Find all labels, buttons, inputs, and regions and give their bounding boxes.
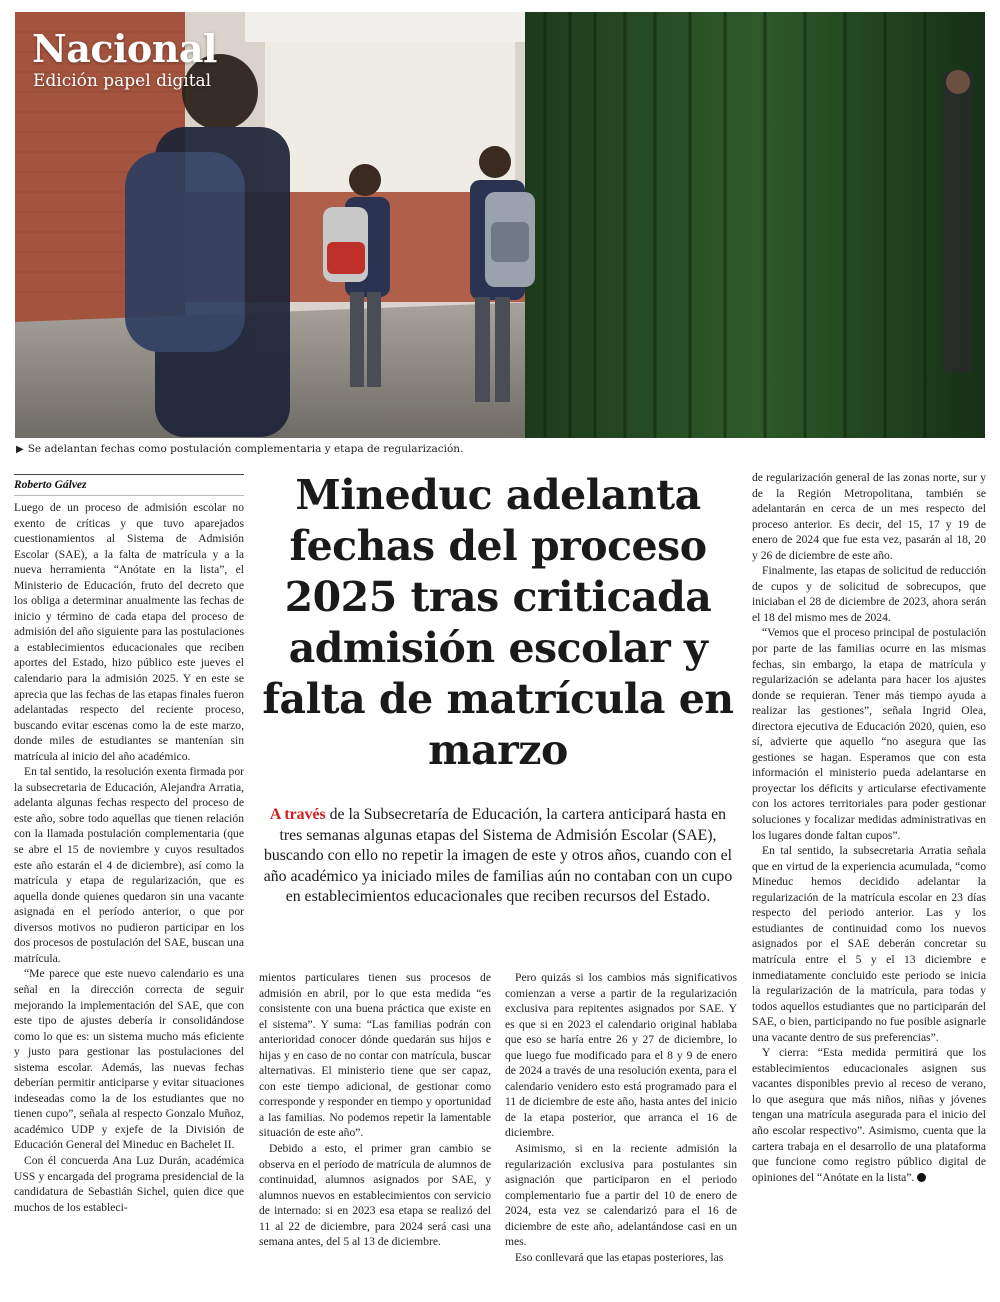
photo-caption bbox=[16, 443, 463, 455]
paragraph: Eso conllevará que las etapas posteriores, las bbox=[515, 1250, 724, 1264]
photo-caption-text: Se adelantan fechas como postulación complementaria y etapa de regularización. bbox=[27, 443, 464, 455]
body-column-1 bbox=[14, 500, 244, 1295]
final-paragraph-text: Y cierra: “Esta medida permitirá que los establecimientos educacionales asignen sus vacantes disponibles previo al receso de verano, lo que asegura que más niños, niñas y jóvenes tengan una matrícula asegurada para el inicio del año escolar respectivo”. Asimismo, cuenta que la cartera trabaja en el desarrollo de una plataforma que funcione como registro público digital de opiniones del “Anótate en la lista”. bbox=[752, 1046, 986, 1184]
paragraph: Asimismo, si en la reciente admisión la regularización exclusiva para postulantes sin asignación que participaron en el periodo complementario fue a partir del 10 de enero de 2024, esta vez se calendarizó para el 16 de diciembre de este año, adelantándose casi en un mes. bbox=[505, 1142, 737, 1249]
author-byline: Roberto Gálvez bbox=[14, 479, 87, 491]
paragraph: mientos particulares tienen sus procesos de admisión en abril, por lo que esta medida “es consistente con una buena práctica que existe en el sistema”. Y suma: “Las familias podrán con anterioridad conocer dónde quedarán sus hijos e hijas y en caso de no contar con matrícula, buscar alternativas. El ministerio tiene que ser capaz, con este tiempo adicional, de gestionar como corresponde y responder en tiempo y oportunidad a las familias. No podemos repetir la lamentable situación de este año”. bbox=[259, 971, 491, 1140]
body-column-4 bbox=[752, 470, 986, 1295]
paragraph: Debido a esto, el primer gran cambio se observa en el período de matrícula de alumnos de continuidad, alumnos asignados por SAE, y alumnos nuevos en establecimientos con servicio de internado: si en 2023 esa etapa se realizó del 11 al 22 de diciembre, para 2024 será casi una semana antes, del 5 al 13 de diciembre. bbox=[259, 1142, 491, 1249]
paragraph: En tal sentido, la resolución exenta firmada por la subsecretaria de Educación, Alejandra Arratia, adelanta algunas fechas respecto del proceso de este año, sobre todo aquellas que tienen relación con la llamada postulación complementaria (que se abre el 15 de noviembre y cuyos resultados este año estarán el 4 de diciembre), así como la matrícula y etapa de regularización, que es aquella donde quienes quedaron sin una vacante asignada en el período anterior, o que por diversos motivos no pudieron participar en los dos procesos de postulación del SAE, buscan una matrícula. bbox=[14, 765, 244, 965]
lead-body: de la Subsecretaría de Educación, la cartera anticipará hasta en tres semanas algunas etapas del Sistema de Admisión Escolar (SAE), buscando con ello no repetir la imagen de este y otros años, cuando con el año académico ya iniciado miles de familias aún no contaban con un cupo en establecimientos educacionales que reciben recursos del Estado. bbox=[263, 806, 733, 905]
byline-divider bbox=[14, 495, 244, 496]
paragraph: “Vemos que el proceso principal de postulación por parte de las familias ocurre en las mismas fechas, sin embargo, la etapa de matrícula y regularización se adelanta para hacer los ajustes donde se requieran. Tener más tiempo ayuda a realizar las gestiones”, señala Ingrid Olea, directora ejecutiva de Educación 2020, quien, eso sí, advierte que aquello “no asegura que las gestiones se hagan. Esperamos que con esta información el ministerio pueda adelantarse en proyectar los déficits y articularse efectivamente con los actores territoriales para poder gestionar soluciones y focalizar medidas administrativas en los lugares donde faltan cupos”. bbox=[752, 626, 986, 842]
byline-rule bbox=[14, 474, 244, 475]
section-title: Nacional bbox=[32, 26, 217, 71]
paragraph: Luego de un proceso de admisión escolar no exento de críticas y que tuvo aparejados cuestionamientos al Sistema de Admisión Escolar (SAE), a la falta de matrícula y a la nueva herramienta “Anótate en la lista”, el Ministerio de Educación, fruto del decreto que los obliga a determinar anualmente las fechas de inicio y término de cada etapa del proceso de admisión del año siguiente para las postulaciones a establecimientos educacionales que reciben aportes del Estado, hizo público este jueves el calendario para la admisión 2025. Y en este se aprecia que las fechas de las etapas finales fueron adelantadas respecto del reciente proceso, buscando evitar escenas como la de este marzo, donde miles de estudiantes se mantenían sin matrícula al inicio del año académico. bbox=[14, 501, 244, 763]
paragraph: Finalmente, las etapas de solicitud de reducción de cupos y de solicitud de sobrecupos, que iniciaban el 28 de diciembre de 2023, ahora serán el 18 del mismo mes de 2024. bbox=[752, 564, 986, 624]
paragraph: Pero quizás si los cambios más significativos comienzan a verse a partir de la regularización exclusiva para repitentes asignados por SAE. Y es que si en 2023 el calendario original hablaba que eso se haría entre 26 y 27 de diciembre, lo que luego fue modificado para el 8 y 9 de enero de 2024 a través de una resolución exenta, para el calendario venidero esto está programado para el 11 de diciembre de este año, hasta antes del inicio de la etapa posterior, que arranca el 16 de diciembre. bbox=[505, 971, 737, 1140]
lead-kicker: A través bbox=[269, 806, 326, 823]
section-subtitle: Edición papel digital bbox=[33, 71, 212, 91]
end-of-article-icon bbox=[917, 1173, 926, 1182]
paragraph: de regularización general de las zonas norte, sur y de la Región Metropolitana, también se adelantarán en cerca de un mes respecto del proceso anterior. Es decir, del 15, 17 y 19 de enero de 2024 que fue esta vez, pasarán al 18, 20 y 26 de diciembre de este año. bbox=[752, 471, 986, 562]
article-headline: Mineduc adelanta fechas del proceso 2025 tras criticada admisión escolar y falta de matrícula en marzo bbox=[262, 471, 734, 774]
caption-arrow-icon: ▶ bbox=[16, 444, 24, 455]
paragraph: En tal sentido, la subsecretaria Arratia señala que en virtud de la experiencia acumulada, “como Mineduc hemos decidido adelantar la regularización de la matrícula escolar en 23 días respecto del periodo anterior. Las y los estudiantes de continuidad como los nuevos asignados por el SAE deberán concretar su matrícula entre el 5 y el 13 diciembre e inmediatamente concluido este periodo se inicia la regularización de la matrícula, para todas y todos aquellos estudiantes que no participarán del SAE, o bien, participando no fue posible asignarle una vacante dentro de sus preferencias”. bbox=[752, 844, 986, 1044]
body-column-3 bbox=[505, 970, 737, 1295]
body-column-2 bbox=[259, 970, 491, 1295]
paragraph: Con él concuerda Ana Luz Durán, académica USS y encargada del programa presidencial de la candidatura de Sebastián Sichel, quien dice que muchos de los estableci- bbox=[14, 1153, 244, 1214]
paragraph: “Me parece que este nuevo calendario es una señal en la dirección correcta de seguir mejorando la implementación del SAE, que con este tipo de ajustes debería ir consolidándose como lo que es: un sistema mucho más eficiente y justo para gestionar las postulaciones del sistema escolar. Además, las nuevas fechas deberían permitir anticiparse y evitar situaciones indeseadas como la de los estudiantes que no tienen cupo”, señala al respecto Gonzalo Muñoz, académico UDP y exjefe de la División de Educación General del Mineduc en Bachelet II. bbox=[14, 967, 244, 1152]
paragraph-final bbox=[752, 1045, 986, 1185]
article-lead bbox=[262, 805, 734, 908]
